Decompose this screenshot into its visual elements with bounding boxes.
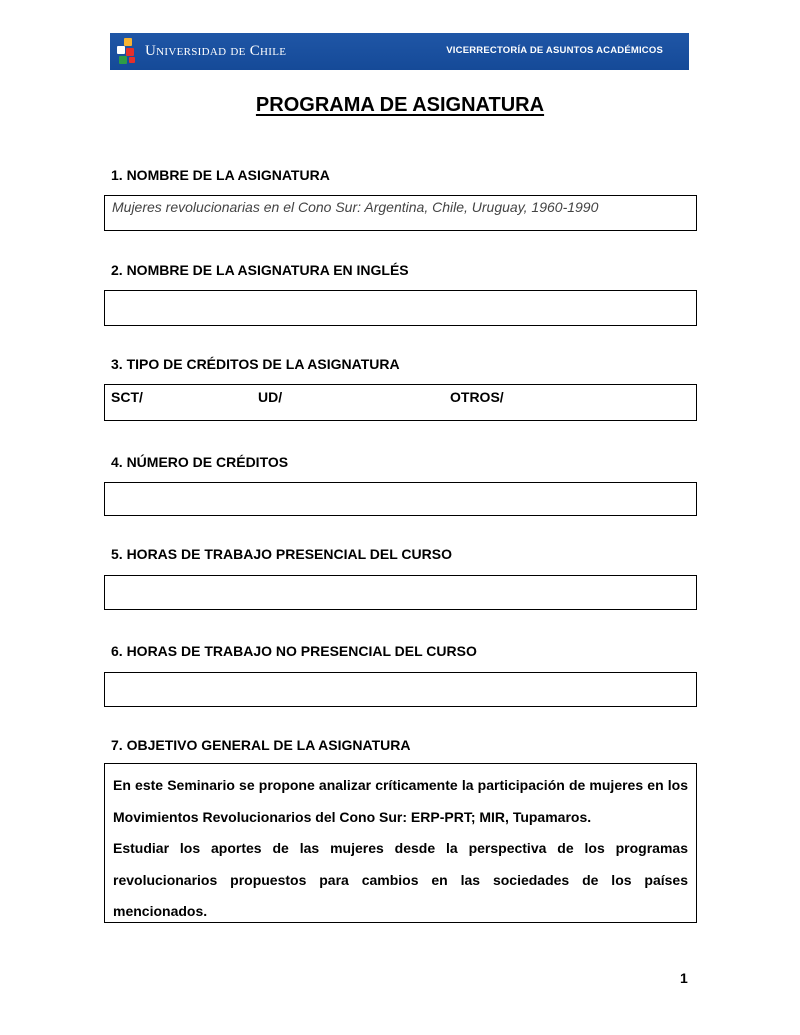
document-title: PROGRAMA DE ASIGNATURA: [255, 94, 545, 116]
university-name: Universidad de Chile: [145, 43, 287, 59]
course-name-value: Mujeres revolucionarias en el Cono Sur: Argentina, Chile, Uruguay, 1960-1990: [112, 199, 599, 215]
objective-paragraph-2: Estudiar los aportes de las mujeres desde la perspectiva de los programas revolucionarios propuestos para cambios en las sociedades de los países mencionados.: [113, 840, 688, 919]
credit-type-otros: OTROS/: [450, 389, 504, 405]
section-2-heading: 2. NOMBRE DE LA ASIGNATURA EN INGLÉS: [111, 262, 409, 278]
section-4-heading: 4. NÚMERO DE CRÉDITOS: [111, 454, 289, 470]
credit-type-sct: SCT/: [111, 389, 143, 405]
credits-number-field[interactable]: [104, 482, 697, 516]
credit-type-ud: UD/: [258, 389, 283, 405]
section-7-heading: 7. OBJETIVO GENERAL DE LA ASIGNATURA: [111, 737, 411, 753]
university-logo: [117, 38, 139, 66]
course-name-english-field[interactable]: [104, 290, 697, 326]
page-number: 1: [680, 970, 688, 986]
in-person-hours-field[interactable]: [104, 575, 697, 610]
remote-hours-field[interactable]: [104, 672, 697, 707]
general-objective-field[interactable]: [104, 763, 697, 923]
vicerrectoria-label: VICERRECTORÍA DE ASUNTOS ACADÉMICOS: [446, 45, 663, 56]
objective-paragraph-1: En este Seminario se propone analizar críticamente la participación de mujeres en los Movimientos Revolucionarios del Cono Sur: ERP-PRT; MIR, Tupamaros.: [113, 777, 688, 825]
section-5-heading: 5. HORAS DE TRABAJO PRESENCIAL DEL CURSO: [111, 546, 452, 562]
section-1-heading: 1. NOMBRE DE LA ASIGNATURA: [111, 167, 330, 183]
course-name-field[interactable]: [104, 195, 697, 231]
section-3-heading: 3. TIPO DE CRÉDITOS DE LA ASIGNATURA: [111, 356, 400, 372]
section-6-heading: 6. HORAS DE TRABAJO NO PRESENCIAL DEL CURSO: [111, 643, 477, 659]
header-banner: [110, 33, 689, 70]
credit-type-field[interactable]: [104, 384, 697, 421]
